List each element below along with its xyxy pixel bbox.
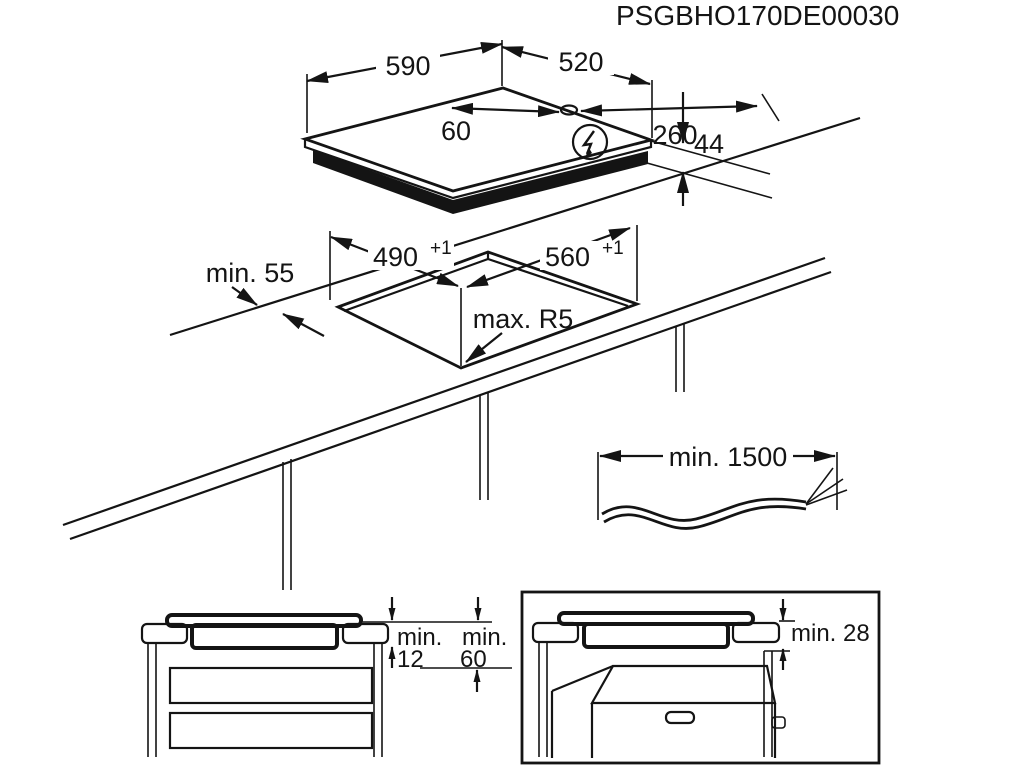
dim-cutout-width: 560 (545, 242, 591, 272)
oven-clearance-section (522, 592, 879, 763)
label-gap-min: min. (397, 624, 443, 651)
section-frame (522, 592, 879, 763)
dim-hob-width: 590 (385, 51, 431, 81)
dim-cutout-width-tolerance: +1 (602, 238, 624, 259)
hob-top-isometric (305, 40, 779, 214)
value-gap-12: 12 (397, 646, 424, 673)
label-vent-min: min. (462, 624, 508, 651)
dim-cutout-depth-tolerance: +1 (430, 238, 452, 259)
drawer-handle-icon (666, 712, 694, 723)
hob-base-section (192, 625, 337, 648)
dim-hob-depth: 520 (558, 47, 604, 77)
dim-edge-clearance: min. 55 (205, 258, 295, 288)
dim-corner-radius: max. R5 (472, 304, 574, 334)
dim-connection-offset-right: 260 (652, 120, 698, 150)
oven-below-hob (552, 666, 775, 758)
drawing-code-title: PSGBHO170DE00030 (616, 0, 900, 31)
dim-cutout-depth: 490 (373, 242, 419, 272)
cabinet-section-left (142, 597, 512, 757)
dim-connection-offset-left: 60 (440, 116, 472, 146)
mains-cable-drawing (598, 442, 847, 528)
power-cable-icon (602, 468, 847, 528)
dim-hob-height: 44 (693, 129, 725, 159)
hob-glass-section (167, 615, 361, 626)
dim-oven-clearance: min. 28 (791, 620, 870, 647)
dim-cable-length: min. 1500 (668, 442, 788, 472)
value-vent-60: 60 (460, 646, 487, 673)
hob-glass-section-2 (559, 613, 753, 624)
power-connection-icon (573, 125, 607, 159)
hob-base-section-2 (584, 624, 728, 647)
